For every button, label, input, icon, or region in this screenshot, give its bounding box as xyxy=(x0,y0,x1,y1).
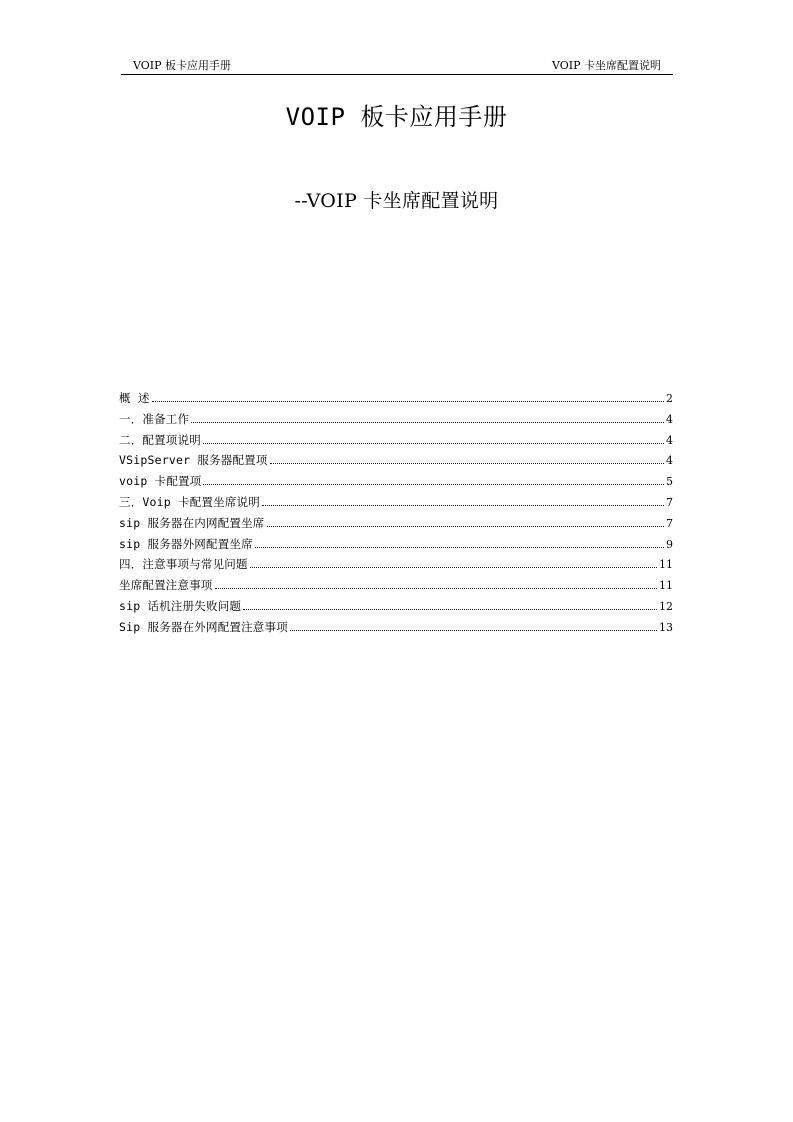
toc-entry-label: voip 卡配置项 xyxy=(119,474,202,489)
toc-entry-page-number: 4 xyxy=(666,433,673,447)
toc-entry-label: Sip 服务器在外网配置注意事项 xyxy=(119,619,288,634)
toc-entry-label: VSipServer 服务器配置项 xyxy=(119,453,268,468)
toc-entry-page-number: 4 xyxy=(666,454,673,468)
toc-entry[interactable] xyxy=(119,513,673,534)
toc-entry-label: 三．Voip 卡配置坐席说明 xyxy=(119,494,260,509)
toc-entry[interactable] xyxy=(119,575,673,596)
table-of-contents xyxy=(119,388,673,638)
toc-entry-page-number: 4 xyxy=(666,412,673,426)
toc-entry[interactable] xyxy=(119,409,673,430)
toc-dot-leader xyxy=(203,443,664,444)
toc-entry-label: 坐席配置注意事项 xyxy=(119,578,213,593)
toc-entry[interactable] xyxy=(119,534,673,555)
document-subtitle: --VOIP 卡坐席配置说明 xyxy=(294,190,499,212)
toc-entry-label: 一．准备工作 xyxy=(119,411,190,426)
toc-entry-label: sip 服务器在内网配置坐席 xyxy=(119,515,265,530)
toc-dot-leader xyxy=(290,630,657,631)
toc-dot-leader xyxy=(203,484,664,485)
toc-entry[interactable] xyxy=(119,430,673,451)
toc-entry-page-number: 13 xyxy=(659,620,673,634)
toc-dot-leader xyxy=(215,588,657,589)
toc-entry[interactable] xyxy=(119,554,673,575)
toc-entry[interactable] xyxy=(119,617,673,638)
document-title: VOIP 板卡应用手册 xyxy=(285,103,508,131)
toc-dot-leader xyxy=(262,505,664,506)
toc-dot-leader xyxy=(191,422,664,423)
toc-entry[interactable] xyxy=(119,388,673,409)
toc-entry-label: 四．注意事项与常见问题 xyxy=(119,557,248,572)
toc-entry-page-number: 7 xyxy=(666,516,673,530)
header-left-text: VOIP 板卡应用手册 xyxy=(133,59,232,72)
toc-entry-page-number: 12 xyxy=(659,599,673,613)
toc-entry-label: 二．配置项说明 xyxy=(119,432,201,447)
toc-dot-leader xyxy=(243,609,657,610)
toc-dot-leader xyxy=(267,526,665,527)
toc-entry-label: 概 述 xyxy=(119,391,150,405)
header-right-text: VOIP 卡坐席配置说明 xyxy=(551,59,661,72)
toc-entry-label: sip 话机注册失败问题 xyxy=(119,598,242,613)
toc-dot-leader xyxy=(152,401,664,402)
toc-dot-leader xyxy=(255,547,664,548)
toc-entry[interactable] xyxy=(119,492,673,513)
toc-entry-page-number: 7 xyxy=(666,495,673,509)
toc-entry[interactable] xyxy=(119,471,673,492)
toc-entry[interactable] xyxy=(119,450,673,471)
toc-entry-page-number: 11 xyxy=(659,558,673,572)
page-header xyxy=(121,57,673,75)
toc-entry-page-number: 2 xyxy=(666,392,673,405)
toc-entry-page-number: 5 xyxy=(666,475,673,489)
toc-entry-page-number: 9 xyxy=(666,537,673,551)
toc-entry-page-number: 11 xyxy=(659,579,673,593)
toc-entry[interactable] xyxy=(119,596,673,617)
toc-dot-leader xyxy=(250,567,657,568)
toc-entry-label: sip 服务器外网配置坐席 xyxy=(119,536,253,551)
toc-dot-leader xyxy=(270,463,664,464)
